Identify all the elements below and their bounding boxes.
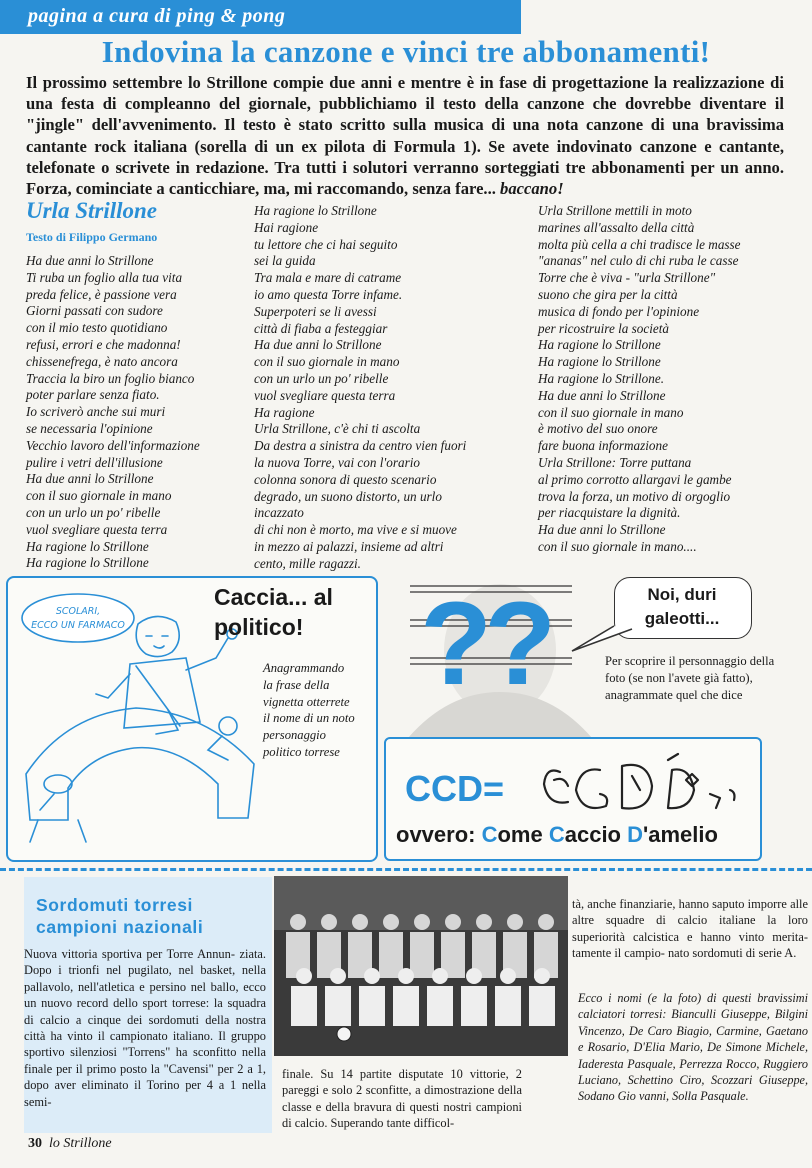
lyric-line: sei la guida <box>254 253 316 269</box>
ccd-word-3 <box>627 822 718 847</box>
player-body <box>495 986 521 1026</box>
lyric-line: Da destra a sinistra da centro vien fuori <box>254 438 467 454</box>
lyric-line: con il suo giornale in mano.... <box>538 538 697 554</box>
lyric-line: vuol svegliare questa terra <box>254 387 396 403</box>
player-body <box>379 932 403 978</box>
lyric-line: con un urlo un po' ribelle <box>26 504 161 520</box>
sordomuti-paragraph-2: finale. Su 14 partite disputate 10 vittorie, 2 pareggi e solo 2 sconfitte, a dimostrazione della classe e della bravura di questi nostri campioni di calcio. Superando tante difficol- <box>282 1067 522 1131</box>
lyric-line: Ha ragione <box>254 404 315 420</box>
lyric-line: Superpoteri se li avessi <box>254 303 377 319</box>
player-head <box>321 914 337 930</box>
player-head <box>500 968 516 984</box>
player-head <box>414 914 430 930</box>
ccd-caption <box>396 822 718 848</box>
intro-end: baccano! <box>500 179 564 199</box>
lyric-line: con il suo giornale in mano <box>254 354 400 370</box>
section-divider <box>0 868 812 871</box>
lyric-line: degrado, un suono distorto, un urlo <box>254 488 442 504</box>
ccd-initial-3: D <box>627 822 643 847</box>
sordomuti-title-line-1: Sordomuti torresi <box>36 895 194 915</box>
speech-balloon <box>22 594 134 642</box>
lyric-line: con il suo giornale in mano <box>26 488 172 504</box>
lyric-line: Ha ragione lo Strillone <box>538 354 661 370</box>
caccia-title-line-1: Caccia... al <box>214 584 333 610</box>
player-head <box>432 968 448 984</box>
player-body <box>427 986 453 1026</box>
lyric-line: tu lettore che ci hai seguito <box>254 236 398 252</box>
question-marks: ?? <box>420 578 549 710</box>
lyric-line: Giorni passati con sudore <box>26 303 163 319</box>
intro-text: Il prossimo settembre lo Strillone compie due anni e mentre è in fase di progettazione la realizzazione di una festa di compleanno del giornale, pubblichiamo il testo della canzone che dovrebbe diventare il "jingle" dell'avvenimento. Il testo è stato scritto sulla musica di una nota canzone di una bravissima cantante rock italiana (sorella di un ex pilota di Formula 1). Se avete indovinato canzone e cantante, telefonate o scrivete in redazione. Tra tutti i solutori verranno sorteggiati tre abbonamenti per un anno. Forza, cominciate a canticchiare, ma, mi raccomando, senza fare... <box>26 73 784 199</box>
caccia-title <box>214 582 333 642</box>
lyric-line: per riacquistare la dignità. <box>538 505 681 521</box>
lyric-line: Ha ragione lo Strillone <box>26 555 149 571</box>
lyric-line: colonna sonora di questo scenario <box>254 471 437 487</box>
lyrics-column-1 <box>26 253 200 572</box>
football <box>337 1027 351 1041</box>
lyric-line: Io scriverò anche sui muri <box>26 404 166 420</box>
player-head <box>290 914 306 930</box>
player-head <box>534 968 550 984</box>
lyric-line: città di fiaba a festeggiar <box>254 320 388 336</box>
lyric-line: se necessaria l'opinione <box>26 420 153 436</box>
bubble-text <box>614 583 750 631</box>
lyric-line: marines all'assalto della città <box>538 219 695 235</box>
player-body <box>410 932 434 978</box>
player-body <box>529 986 555 1026</box>
lyric-line: Ha due anni lo Strillone <box>254 337 382 353</box>
player-body <box>325 986 351 1026</box>
player-head <box>507 914 523 930</box>
lyric-line: Urla Strillone, c'è chi ti ascolta <box>254 421 421 437</box>
lyric-line: Hai ragione <box>254 219 319 235</box>
lyric-line: Ha ragione lo Strillone <box>26 538 149 554</box>
text-line: la frase della <box>263 677 330 692</box>
text-line: vignetta otterrete <box>263 694 350 709</box>
lyric-line: Ha due anni lo Strillone <box>26 471 154 487</box>
ccd-label: CCD= <box>405 768 505 809</box>
sordomuti-paragraph-1: Nuova vittoria sportiva per Torre Annun- ziata. Dopo i trionfi nel pugilato, nel basket, nella pallavolo, nell'atletica e persino nel ballo, ecco un nuovo record dello sport torrese: la squadra di calcio a cinque dei sordomuti della nostra città ha vinto il campionato italiano. Il gruppo sportivo silenziosi "Torrens" ha sconfitto nella finale per il primo posto la "Cavensi" per 2 a 1, dopo aver eliminato il Torino per 4 a 1 nella semi- <box>24 947 266 1109</box>
page-number: 30 <box>28 1136 42 1151</box>
lyric-line: Vecchio lavoro dell'informazione <box>26 437 200 453</box>
ccd-scribble-logo <box>540 750 750 820</box>
sordomuti-player-names: Ecco i nomi (e la foto) di questi bravissimi calciatori torresi: Bianculli Giuseppe, Bilgini Vincenzo, De Caro Biagio, Carmine, Gaetano e Rosario, D'Elia Mario, De Simone Michele, Iaderesta Pasquale, Perrezza Rocco, Ruggiero Luciano, Schettino Ciro, Scozzari Giuseppe, Sodano Gio vanni, Solla Pasquale. <box>578 991 808 1104</box>
player-body <box>461 986 487 1026</box>
lyric-line: Ha due anni lo Strillone <box>538 387 666 403</box>
player-head <box>398 968 414 984</box>
lyric-line: "ananas" nel culo di chi ruba le casse <box>538 253 739 269</box>
caccia-title-line-2: politico! <box>214 614 304 640</box>
lyric-line: refusi, errori e che madonna! <box>26 336 181 352</box>
lyric-line: incazzato <box>254 505 304 521</box>
lyric-line: Urla Strillone mettili in moto <box>538 203 692 218</box>
ccd-rest-3: 'amelio <box>643 822 718 847</box>
lyric-line: vuol svegliare questa terra <box>26 521 168 537</box>
player-head <box>445 914 461 930</box>
text-line: personaggio <box>263 728 326 743</box>
lyric-line: trova la forza, un motivo di orgoglio <box>538 488 731 504</box>
lyric-line: Ha ragione lo Strillone. <box>538 370 665 386</box>
sordomuti-title-line-2: campioni nazionali <box>36 917 204 937</box>
page-footer <box>28 1136 112 1152</box>
lyric-line: per ricostruire la società <box>538 320 670 336</box>
lyric-line: suono che gira per la città <box>538 286 678 302</box>
bubble-line-2: galeotti... <box>644 609 720 628</box>
article-title: Indovina la canzone e vinci tre abbonamenti! <box>101 34 711 69</box>
player-body <box>359 986 385 1026</box>
caccia-instructions <box>263 660 355 761</box>
lyric-line: preda felice, è passione vera <box>26 286 177 302</box>
ccd-word-1 <box>482 822 549 847</box>
lyrics-column-2 <box>254 203 466 573</box>
ccd-caption-prefix: ovvero: <box>396 822 482 847</box>
player-head <box>330 968 346 984</box>
text-line: il nome di un noto <box>263 711 355 726</box>
lyric-line: Traccia la biro un foglio bianco <box>26 370 195 386</box>
player-body <box>393 986 419 1026</box>
lyric-line: Ha ragione lo Strillone <box>538 337 661 353</box>
sordomuti-title <box>36 894 203 938</box>
lyric-line: Tra mala e mare di catrame <box>254 270 402 286</box>
player-head <box>466 968 482 984</box>
lyric-line: Ha ragione lo Strillone <box>254 203 377 218</box>
lyric-line: con un urlo un po' ribelle <box>254 370 389 386</box>
lyric-line: chissenefrega, è nato ancora <box>26 353 178 369</box>
text-line: politico torrese <box>263 744 340 759</box>
lyric-line: la nuova Torre, vai con l'orario <box>254 454 420 470</box>
lyric-line: Ha due anni lo Strillone <box>538 522 666 538</box>
sordomuti-paragraph-3: tà, anche finanziarie, hanno saputo imporre alle altre squadre di calcio italiane la loro superiorità calcistica e hanno vinto merita- tamente il campio- nato sordomuti di serie A. <box>572 897 808 961</box>
text-line: Anagrammando <box>263 661 345 675</box>
article-intro <box>26 72 784 199</box>
lyric-line: Urla Strillone: Torre puttana <box>538 454 692 470</box>
lyric-line: con il suo giornale in mano <box>538 404 684 420</box>
lyric-line: cento, mille ragazzi. <box>254 555 361 571</box>
player-body <box>291 986 317 1026</box>
lyric-line: Ti ruba un foglio alla tua vita <box>26 269 183 285</box>
paper-name: lo Strillone <box>49 1136 112 1151</box>
lyric-line: Torre che è viva - "urla Strillone" <box>538 270 716 286</box>
player-head <box>476 914 492 930</box>
team-photo <box>274 876 568 1056</box>
lyric-line: poter parlare senza fiato. <box>26 387 160 403</box>
lyric-line: Ha due anni lo Strillone <box>26 253 154 268</box>
player-head <box>364 968 380 984</box>
ccd-word-2 <box>549 822 627 847</box>
speech-line-2: ECCO UN FARMACO <box>31 620 125 631</box>
players-back-row <box>286 914 558 978</box>
lyric-line: molta più cella a chi tradisce le masse <box>538 236 741 252</box>
lyric-line: con il mio testo quotidiano <box>26 320 168 336</box>
lyric-line: in mezzo ai palazzi, insieme ad altri <box>254 538 444 554</box>
ccd-rest-2: accio <box>564 822 628 847</box>
player-head <box>352 914 368 930</box>
lyric-line: al primo corrotto allargavi le gambe <box>538 471 732 487</box>
ccd-initial-1: C <box>481 822 498 847</box>
foto-instructions: Per scoprire il personnaggio della foto (se non l'avete già fatto), anagrammate quel che dice <box>605 654 775 702</box>
lyric-line: io amo questa Torre infame. <box>254 286 403 302</box>
lyrics-column-3 <box>538 203 741 556</box>
lyric-line: è motivo del suo onore <box>538 421 658 437</box>
player-head <box>296 968 312 984</box>
section-label: pagina a cura di ping & pong <box>28 5 286 27</box>
speech-line-1: SCOLARI, <box>55 606 101 617</box>
lyric-line: musica di fondo per l'opinione <box>538 303 700 319</box>
song-author: Testo di Filippo Germano <box>26 230 158 244</box>
player-head <box>383 914 399 930</box>
song-title: Urla Strillone <box>26 198 158 223</box>
cartoon-drawing <box>26 616 254 842</box>
lyric-line: di chi non è morto, ma vive e si muove <box>254 522 457 538</box>
ccd-rest-1: ome <box>497 822 549 847</box>
lyric-line: pulire i vetri dell'illusione <box>26 454 163 470</box>
bubble-line-1: Noi, duri <box>647 585 717 604</box>
ccd-initial-2: C <box>548 822 565 847</box>
player-head <box>538 914 554 930</box>
lyric-line: fare buona informazione <box>538 438 668 454</box>
